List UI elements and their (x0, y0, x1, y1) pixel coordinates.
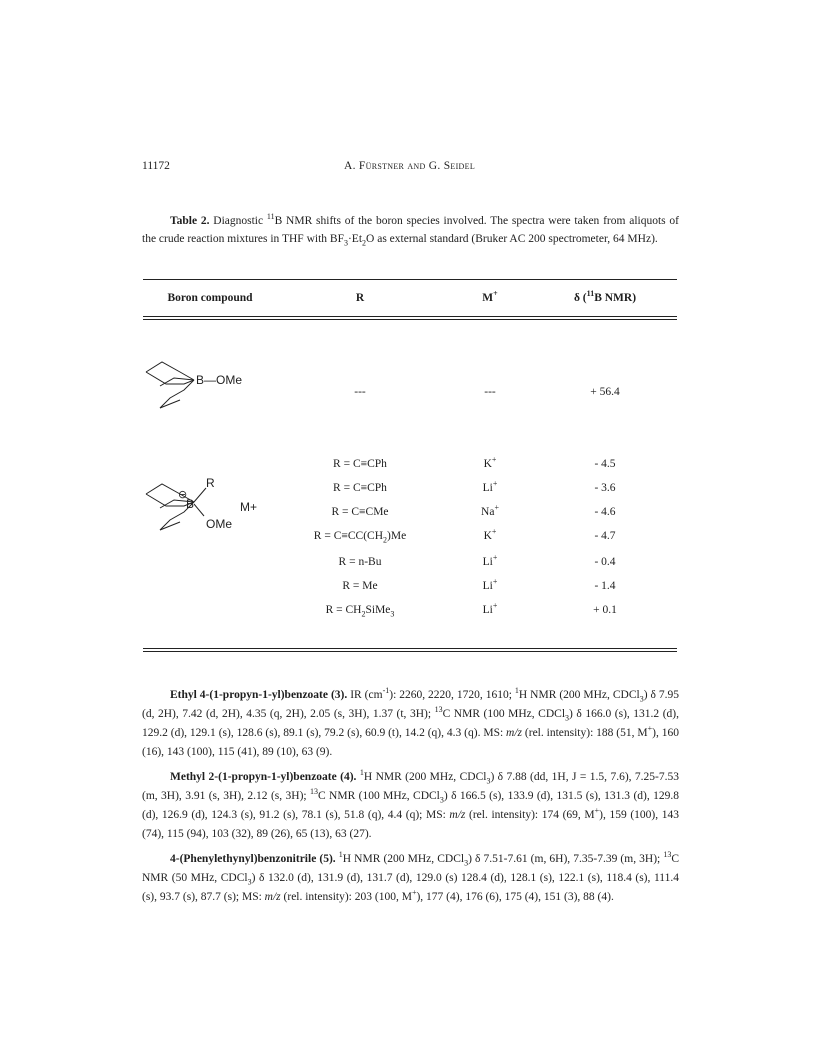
row5-r: $R = C\equiv CC(CH_2)Me$ (313, 530, 407, 545)
row2-delta: - 4.5 (594, 458, 616, 470)
row2-r: R = C≡CPh (333, 458, 387, 470)
header-boron-compound: Boron compound (167, 292, 253, 304)
authors: A. Fürstner and G. Seidel (343, 160, 476, 172)
row4-m: Na+ (481, 503, 499, 518)
row5-delta: - 4.7 (594, 530, 616, 542)
row7-r: R = Me (342, 580, 378, 592)
structure1-label: B—OMe (196, 373, 243, 387)
row2-m: K+ (483, 455, 497, 470)
compound-5-data: 4-(Phenylethynyl)benzonitrile (5). $^1$H NMR (200 MHz, CDCl$_3$) δ 7.51-7.61 (m, 6H), 7.35-7.39 (m, 3H); $^{13}$C NMR (50 MHz, CDCl$_3$) δ 132.0 (d), 131.9 (d), 131.7 (d), 129.0 (s) 128.4 (d), 128.1 (s), 122.1 (s), 118.4 (s), 111.4 (s), 93.7 (s), 87.7 (s); MS: m/z (rel. intensity): 203 (100, M+), 177 (4), 176 (6), 175 (4), 151 (3), 88 (4). (142, 850, 680, 903)
structure2-b-label: B (186, 497, 195, 511)
structure2-counterion: M+ (240, 500, 258, 514)
structure-methoxy-bbn (140, 360, 280, 420)
compound-4-data: Methyl 2-(1-propyn-1-yl)benzoate (4). $^1$H NMR (200 MHz, CDCl$_3$) δ 7.88 (dd, 1H, J = 1.5, 7.6), 7.25-7.53 (m, 3H), 3.91 (s, 3H), 2.12 (s, 3H); $^{13}$C NMR (100 MHz, CDCl$_3$) δ 166.5 (s), 133.9 (d), 131.5 (s), 131.3 (d), 129.8 (d), 126.9 (d), 124.3 (s), 91.2 (s), 78.1 (s), 51.8 (q), 4.4 (q); MS: m/z (rel. intensity): 174 (69, M+), 159 (100), 143 (74), 115 (94), 103 (32), 89 (26), 65 (13), 63 (27). (142, 768, 680, 840)
table-header-rule-2 (143, 319, 677, 320)
row3-r: R = C≡CPh (333, 482, 387, 494)
table-caption: Table 2. Diagnostic $^{11}$B NMR shifts of the boron species involved. The spectra were taken from aliquots of the crude reaction mixtures in THF with $BF_3\cdot Et_2O$ as external standard (Bruker AC 200 spectrometer, 64 MHz). (142, 212, 680, 248)
structure-borate-complex (140, 478, 280, 538)
structure2-charge: ⊖ (178, 489, 188, 501)
row3-delta: - 3.6 (594, 482, 616, 494)
structure2-ome-label: OMe (206, 517, 233, 531)
row8-r: $R = CH_2SiMe_3$ (325, 604, 395, 619)
compound-3-data: Ethyl 4-(1-propyn-1-yl)benzoate (3). IR $(cm^{-1})$: 2260, 2220, 1720, 1610; $^1$H NMR (200 MHz, CDCl$_3$) δ 7.95 (d, 2H), 7.42 (d, 2H), 4.35 (q, 2H), 2.05 (s, 3H), 1.37 (t, 3H); $^{13}$C NMR (100 MHz, CDCl$_3$) δ 166.0 (s), 131.2 (d), 129.2 (d), 129.1 (s), 128.6 (s), 89.1 (s), 79.2 (s), 60.9 (t), 14.2 (q), 4.3 (q). MS: m/z (rel. intensity): 188 (51, M+), 160 (16), 143 (100), 115 (41), 89 (10), 63 (9). (142, 686, 680, 758)
table-bottom-rule-2 (143, 651, 677, 652)
table-top-rule (143, 279, 677, 280)
running-header (142, 160, 677, 176)
row7-delta: - 1.4 (594, 580, 616, 592)
row1-r: --- (354, 386, 366, 398)
caption-label: Table 2. (170, 215, 210, 227)
table-header-rule-1 (143, 316, 677, 317)
header-delta: δ ($^{11}$B NMR) (573, 289, 637, 304)
header-m: M+ (482, 289, 498, 304)
row6-delta: - 0.4 (594, 556, 616, 568)
row8-m: Li+ (482, 601, 498, 616)
row1-delta: + 56.4 (590, 386, 620, 398)
table-bottom-rule-1 (143, 648, 677, 649)
row6-r: R = n-Bu (338, 556, 382, 568)
row4-r: R = C≡CMe (331, 506, 389, 518)
row8-delta: + 0.1 (593, 604, 617, 616)
header-r: R (355, 292, 365, 304)
row5-m: K+ (483, 527, 497, 542)
row7-m: Li+ (482, 577, 498, 592)
row1-m: --- (484, 386, 496, 398)
structure2-r-label: R (206, 478, 215, 490)
row4-delta: - 4.6 (594, 506, 616, 518)
row6-m: Li+ (482, 553, 498, 568)
page-number: 11172 (142, 160, 170, 172)
row3-m: Li+ (482, 479, 498, 494)
